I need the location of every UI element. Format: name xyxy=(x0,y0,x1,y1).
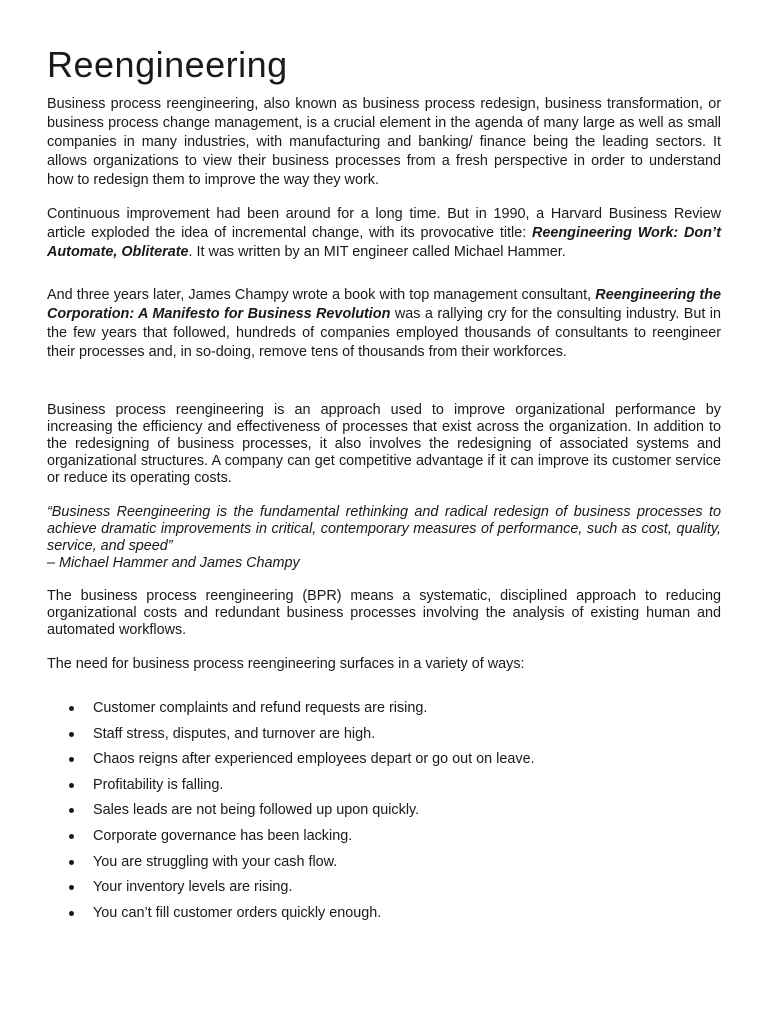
list-item-text: Chaos reigns after experienced employees depart or go out on leave. xyxy=(93,751,535,768)
history-text-before: Continuous improvement had been around for a long time. But in 1990, a Harvard Business Review article exploded the idea of incremental change, with its provocative title: xyxy=(47,206,721,241)
quote-text: “Business Reengineering is the fundamental rethinking and radical redesign of business processes to achieve dramatic improvements in critical, contemporary measures of performance, such as cost, quality, service, and speed” xyxy=(47,504,721,554)
champy-book-title: Reengineering the Corporation: A Manifesto for Business Revolution xyxy=(47,287,721,322)
list-item-text: You can’t fill customer orders quickly enough. xyxy=(93,904,382,921)
list-item-text: You are struggling with your cash flow. xyxy=(93,853,338,870)
list-item xyxy=(47,697,721,723)
list-item xyxy=(47,851,721,877)
quote-attribution: – Michael Hammer and James Champy xyxy=(47,555,300,571)
bullet-icon xyxy=(69,911,74,916)
champy-paragraph xyxy=(47,286,721,362)
bullet-icon xyxy=(69,783,74,788)
bullet-icon xyxy=(69,732,74,737)
symptom-list xyxy=(47,697,721,927)
list-item-text: Your inventory levels are rising. xyxy=(93,879,293,896)
list-item xyxy=(47,774,721,800)
list-item xyxy=(47,723,721,749)
intro-paragraph: Business process reengineering, also known as business process redesign, business transformation, or business process change management, is a crucial element in the agenda of many large as well as small companies in many industries, with manufacturing and banking/ finance being the leading sectors. It allows organizations to view their business processes from a fresh perspective in order to understand how to redesign them to improve the way they work. xyxy=(47,96,721,188)
bullet-icon xyxy=(69,706,74,711)
list-item-text: Customer complaints and refund requests are rising. xyxy=(93,700,428,716)
champy-text-before: And three years later, James Champy wrote a book with top management consultant, xyxy=(47,287,596,303)
champy-text-after: was a rallying cry for the consulting industry. But in the few years that followed, hundreds of companies employed thousands of consultants to reengineer their processes and, in so-doing, remove tens of thousands from their workforces. xyxy=(47,306,721,360)
definition-paragraph: Business process reengineering is an approach used to improve organizational performance by increasing the efficiency and effectiveness of processes that exist across the organization. In addition to the redesigning of business processes, it also involves the redesigning of associated systems and organizational structures. A company can get competitive advantage if it can improve its customer service or reduce its operating costs. xyxy=(47,402,721,486)
list-item xyxy=(47,799,721,825)
bullet-icon xyxy=(69,808,74,813)
hammer-article-title: Reengineering Work: Don’t Automate, Obliterate xyxy=(47,225,721,260)
bullet-icon xyxy=(69,860,74,865)
bullet-icon xyxy=(69,757,74,762)
list-item xyxy=(47,825,721,851)
list-item-text: Profitability is falling. xyxy=(93,776,224,793)
list-item-text: Staff stress, disputes, and turnover are high. xyxy=(93,725,376,742)
bullets-intro: The need for business process reengineering surfaces in a variety of ways: xyxy=(47,656,525,672)
page-title: Reengineering xyxy=(47,44,288,85)
list-item xyxy=(47,748,721,774)
list-item-text: Corporate governance has been lacking. xyxy=(93,827,353,844)
history-paragraph xyxy=(47,205,721,262)
list-item-text: Sales leads are not being followed up upon quickly. xyxy=(93,802,420,819)
list-item xyxy=(47,902,721,928)
list-item xyxy=(47,876,721,902)
bpr-paragraph: The business process reengineering (BPR) means a systematic, disciplined approach to reducing organizational costs and redundant business processes involving the analysis of existing human and automated workflows. xyxy=(47,588,721,638)
history-text-after: . It was written by an MIT engineer called Michael Hammer. xyxy=(188,244,566,260)
bullet-icon xyxy=(69,834,74,839)
bullet-icon xyxy=(69,885,74,890)
